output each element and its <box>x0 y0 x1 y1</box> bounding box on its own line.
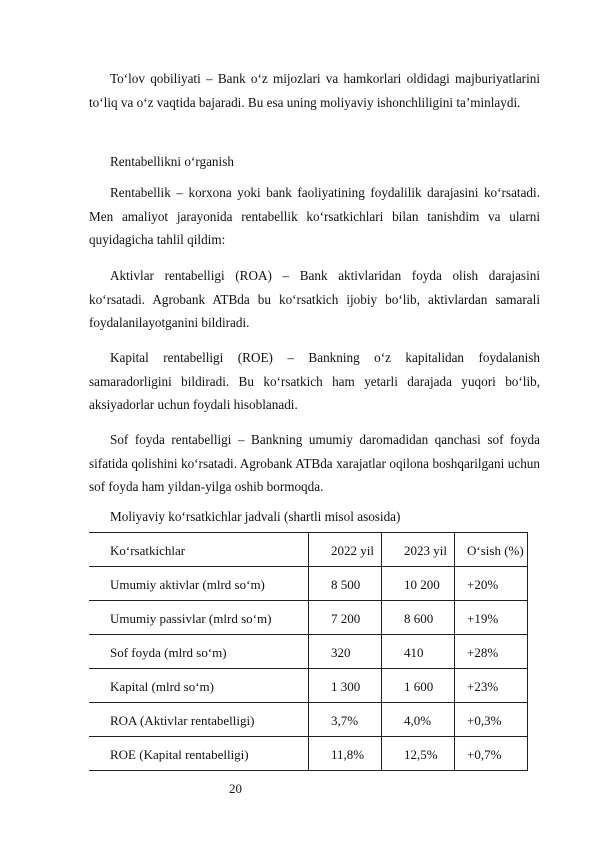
paragraph-net-profit: Sof foyda rentabelligi – Bankning umumiy daromadidan qanchasi sof foyda sifatida qolishini ko‘rsatadi. Agrobank ATBda xarajatlar oqilona boshqarilgani uchun sof foyda ham yildan-yilga oshib bormoqda. <box>89 432 540 494</box>
table-header-row <box>89 533 528 567</box>
paragraph-roa: Aktivlar rentabelligi (ROA) – Bank aktivlaridan foyda olish darajasini ko‘rsatadi. Agrobank ATBda bu ko‘rsatkich ijobiy bo‘lib, aktivlardan samarali foydalanilayotganini bildiradi. <box>89 268 540 330</box>
table-cell: +0,7% <box>455 737 528 771</box>
table-cell: Kapital (mlrd so‘m) <box>89 669 309 703</box>
table-header-cell: 2022 yil <box>309 533 382 567</box>
paragraph-solvency: To‘lov qobiliyati – Bank o‘z mijozlari va hamkorlari oldidagi majburiyatlarini to‘liq va o‘z vaqtida bajaradi. Bu esa uning moliyaviy ishonchliligini ta’minlaydi. <box>89 71 540 110</box>
table-row <box>89 737 528 771</box>
table-row <box>89 567 528 601</box>
table-row <box>89 601 528 635</box>
table-cell: 8 600 <box>382 601 455 635</box>
table-cell: +28% <box>455 635 528 669</box>
table-caption: Moliyaviy ko‘rsatkichlar jadvali (shartli misol asosida) <box>110 509 401 524</box>
table-row <box>89 635 528 669</box>
table-cell: Umumiy passivlar (mlrd so‘m) <box>89 601 309 635</box>
table-cell: 10 200 <box>382 567 455 601</box>
table-row <box>89 669 528 703</box>
paragraph-roe: Kapital rentabelligi (ROE) – Bankning o‘z kapitalidan foydalanish samaradorligini bildiradi. Bu ko‘rsatkich ham yetarli darajada yuqori bo‘lib, aksiyadorlar uchun foydali hisoblanadi. <box>89 350 540 412</box>
section-heading-profitability: Rentabellikni o‘rganish <box>110 154 234 169</box>
table-header-cell: O‘sish (%) <box>455 533 528 567</box>
table-cell: +0,3% <box>455 703 528 737</box>
table-cell: Umumiy aktivlar (mlrd so‘m) <box>89 567 309 601</box>
paragraph-profitability: Rentabellik – korxona yoki bank faoliyatining foydalilik darajasini ko‘rsatadi. Men amaliyot jarayonida rentabellik ko‘rsatkichlari bilan tanishdim va ularni quyidagicha tahlil qildim: <box>89 185 540 247</box>
table-cell: ROE (Kapital rentabelligi) <box>89 737 309 771</box>
financial-indicators-table <box>89 532 528 771</box>
table-cell: 11,8% <box>309 737 382 771</box>
table-cell: +20% <box>455 567 528 601</box>
table-header-cell: 2023 yil <box>382 533 455 567</box>
table-cell: 1 300 <box>309 669 382 703</box>
table-cell: ROA (Aktivlar rentabelligi) <box>89 703 309 737</box>
table-cell: 4,0% <box>382 703 455 737</box>
table-cell: 320 <box>309 635 382 669</box>
table-cell: 3,7% <box>309 703 382 737</box>
table-cell: +23% <box>455 669 528 703</box>
table-cell: Sof foyda (mlrd so‘m) <box>89 635 309 669</box>
table-row <box>89 703 528 737</box>
table-cell: 12,5% <box>382 737 455 771</box>
table-cell: +19% <box>455 601 528 635</box>
table-cell: 7 200 <box>309 601 382 635</box>
table-cell: 410 <box>382 635 455 669</box>
table-cell: 1 600 <box>382 669 455 703</box>
table-cell: 8 500 <box>309 567 382 601</box>
table-header-cell: Ko‘rsatkichlar <box>89 533 309 567</box>
page-number: 20 <box>229 781 242 796</box>
